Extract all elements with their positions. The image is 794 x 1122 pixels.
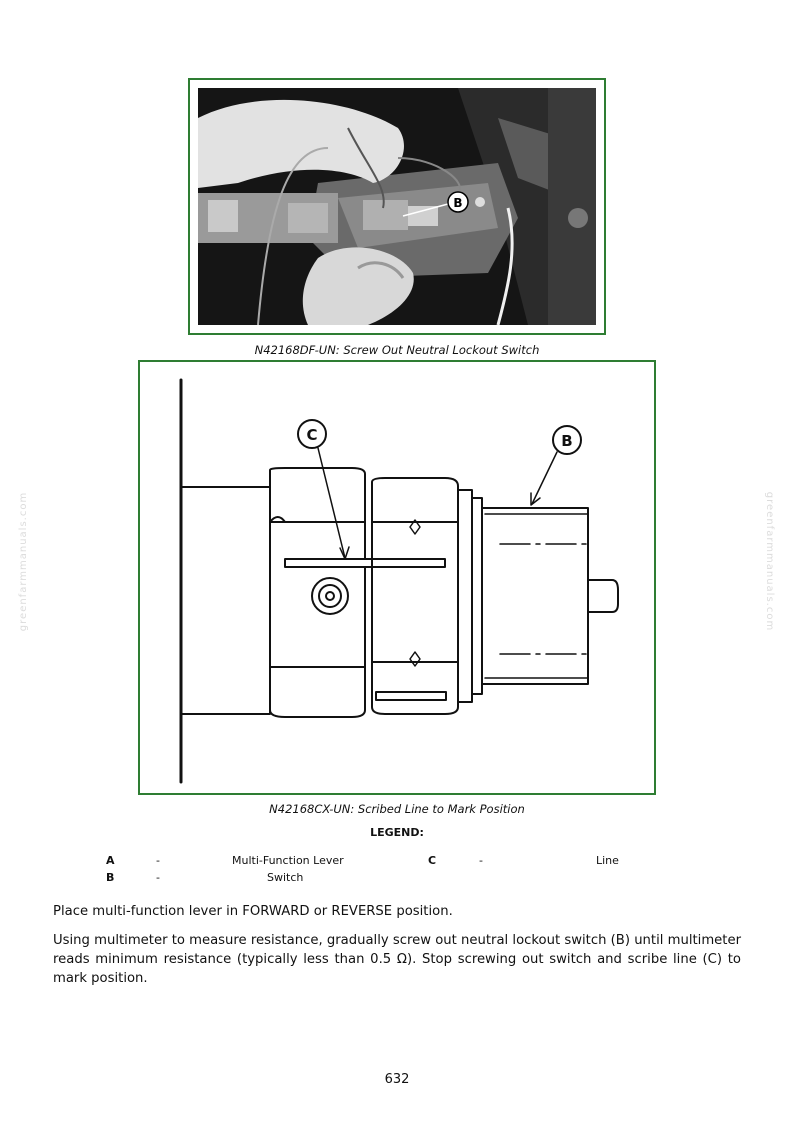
watermark-left: greenfarmmanuals.com xyxy=(18,491,30,632)
switch-removal-photo xyxy=(198,88,596,325)
legend-label-b: Switch xyxy=(267,871,304,884)
legend-key-c: C xyxy=(428,854,437,867)
drawing-callout-c: C xyxy=(306,426,318,444)
scribed-line-drawing xyxy=(140,362,654,793)
legend-key-b: B xyxy=(106,871,115,884)
photo-caption: N42168DF-UN: Screw Out Neutral Lockout Switch xyxy=(254,343,540,357)
photo-figure-frame xyxy=(188,78,606,335)
drawing-callout-b: B xyxy=(561,432,573,450)
photo-illustration xyxy=(198,88,596,325)
drawing-caption: N42168CX-UN: Scribed Line to Mark Position xyxy=(269,802,525,816)
legend-title: LEGEND: xyxy=(370,826,424,839)
instruction-paragraph-2: Using multimeter to measure resistance, gradually screw out neutral lockout switch (B) until multimeter reads minimum resistance (typically less than 0.5 Ω). Stop screwing out switch and scribe line (C) to mark position. xyxy=(53,933,741,986)
legend-label-c: Line xyxy=(596,854,619,867)
legend-sep-b: - xyxy=(156,871,160,884)
instruction-paragraph-1: Place multi-function lever in FORWARD or REVERSE position. xyxy=(53,904,453,919)
legend-sep-c: - xyxy=(479,854,483,867)
legend-key-a: A xyxy=(106,854,115,867)
legend-sep-a: - xyxy=(156,854,160,867)
watermark-right: greenfarmmanuals.com xyxy=(764,491,776,632)
page-number: 632 xyxy=(384,1072,410,1087)
drawing-figure-frame xyxy=(138,360,656,795)
photo-callout-b: B xyxy=(453,196,463,210)
legend-label-a: Multi-Function Lever xyxy=(232,854,344,867)
